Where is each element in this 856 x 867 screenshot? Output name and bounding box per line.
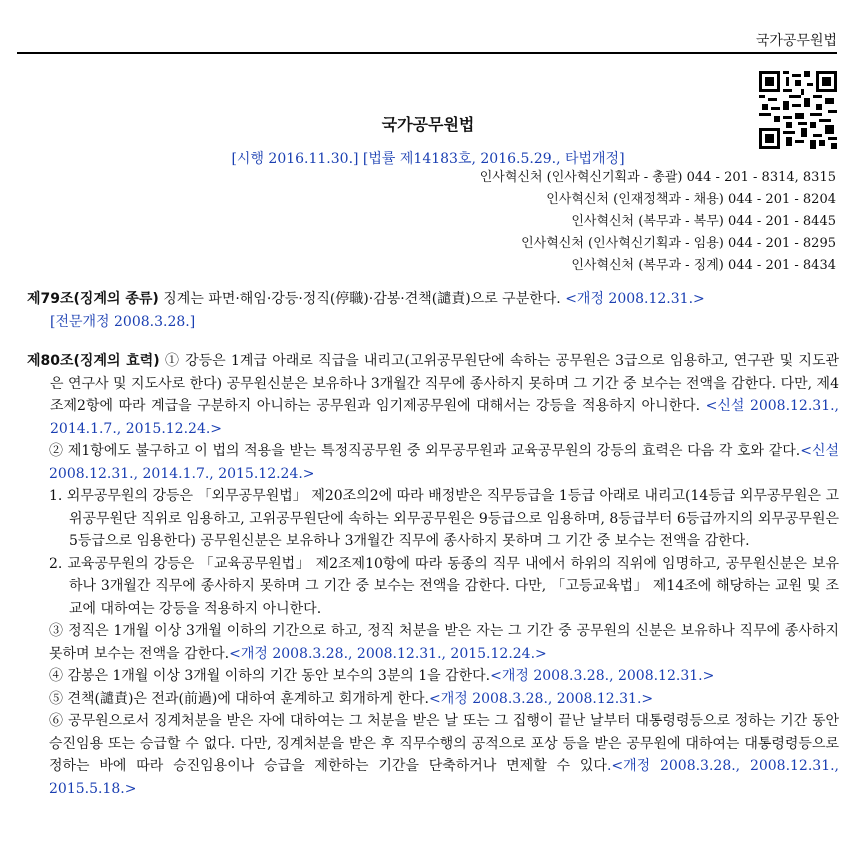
law-title: 국가공무원법 — [381, 115, 475, 134]
paragraph-text: ⑤ 견책(譴責)은 전과(前過)에 대하여 훈계하고 회개하게 한다. — [49, 690, 429, 707]
article-80-item-1: 1. 외무공무원의 강등은 「외무공무원법」 제20조의2에 따라 배정받은 직무등급을 1등급 아래로 내리고(14등급 외무공무원은 고위공무원단 직위로 임용하고, 고위공무원단에 속하는 외무공무원은 9등급으로 임용하며, 8등급부터 6등급까지의 외무공무원은 5등급으로 임용한다) 공무원신분은 보유하나 3개월간 직무에 종사하지 못하며 그 기간 중 보수는 전액을 감한다. — [49, 488, 839, 549]
header-rule — [17, 52, 837, 54]
contact-line: 인사혁신처 (복무과 - 복무) 044 - 201 - 8445 — [571, 214, 836, 229]
article-80-item-2: 2. 교육공무원의 강등은 「교육공무원법」 제2조제10항에 따라 동종의 직무 내에서 하위의 직위에 임명하고, 공무원신분은 보유하나 3개월간 직무에 종사하지 못하며 그 기간 중 보수는 전액을 감한다. 다만, 「고등교육법」 제14조에 해당하는 교원 및 조교에 대하여는 강등을 적용하지 아니한다. — [49, 555, 839, 617]
article-79-text: 징계는 파면·해임·강등·정직(停職)·감봉·견책(譴責)으로 구분한다. — [158, 291, 566, 307]
qr-code-icon — [759, 71, 837, 149]
paragraph-text: ② 제1항에도 불구하고 이 법의 적용을 받는 특정직공무원 중 외무공무원과 교육공무원의 강등의 효력은 다음 각 호와 같다. — [49, 443, 801, 459]
article-80-paragraph-4 — [27, 665, 839, 688]
paragraph-amend-link[interactable]: <개정 2008.3.28., 2008.12.31.> — [428, 690, 654, 707]
running-title: 국가공무원법 — [755, 33, 837, 49]
contact-line: 인사혁신처 (복무과 - 징계) 044 - 201 - 8434 — [571, 258, 836, 273]
article-79 — [27, 288, 856, 333]
paragraph-amend-link[interactable]: .<개정 2008.3.28., 2008.12.31., 2015.5.18.> — [49, 758, 839, 797]
contact-line: 인사혁신처 (인재정책과 - 채용) 044 - 201 - 8204 — [546, 192, 836, 207]
article-80-paragraph-5 — [27, 688, 839, 711]
article-80-paragraph-6 — [27, 710, 839, 800]
article-80-paragraph-1 — [27, 350, 839, 440]
paragraph-text: ④ 감봉은 1개월 이상 3개월 이하의 기간 동안 보수의 3분의 1을 감한다. — [49, 668, 491, 684]
article-80-paragraph-2 — [27, 440, 839, 485]
article-80-heading: 제80조(징계의 효력) — [27, 353, 160, 369]
enforcement-info: [시행 2016.11.30.] [법률 제14183호, 2016.5.29., 타법개정] — [231, 151, 625, 167]
paragraph-amend-link[interactable]: <신설 2008.12.31., 2014.1.7., 2015.12.24.> — [50, 398, 839, 437]
paragraph-amend-link[interactable]: <개정 2008.3.28., 2008.12.31.> — [490, 668, 715, 684]
contact-line: 인사혁신처 (인사혁신기획과 - 임용) 044 - 201 - 8295 — [521, 236, 836, 251]
article-80-paragraph-3 — [27, 620, 839, 665]
paragraph-amend-link[interactable]: <신설 2008.12.31., 2014.1.7., 2015.12.24.> — [49, 443, 839, 482]
paragraph-text: ⑥ 공무원으로서 징계처분을 받은 자에 대하여는 그 처분을 받은 날 또는 그 집행이 끝난 날부터 대통령령등으로 정하는 기간 동안 승진임용 또는 승급할 수 없다. 다만, 징계처분을 받은 후 직무수행의 공적으로 포상 등을 받은 공무원에 대하여는 대통령령등으로 정하는 바에 따라 승진임용이나 승급을 제한하는 기간을 단축하거나 면제할 수 있다 — [49, 713, 839, 774]
article-79-amend-link[interactable]: <개정 2008.12.31.> — [565, 291, 705, 307]
contact-list — [480, 167, 836, 277]
article-79-heading: 제79조(징계의 종류) — [27, 291, 159, 307]
contact-line: 인사혁신처 (인사혁신기획과 - 총괄) 044 - 201 - 8314, 8315 — [479, 170, 836, 185]
paragraph-amend-link[interactable]: <개정 2008.3.28., 2008.12.31., 2015.12.24.> — [229, 645, 547, 662]
article-79-full-amend-link[interactable]: [전문개정 2008.3.28.] — [50, 313, 196, 330]
article-80 — [27, 350, 839, 800]
paragraph-text: ① 강등은 1계급 아래로 직급을 내리고(고위공무원단에 속하는 공무원은 3급으로 임용하고, 연구관 및 지도관은 연구사 및 지도사로 한다) 공무원신분은 보유하나 3개월간 직무에 종사하지 못하며 그 기간 중 보수는 전액을 감한다. 다만, 제4조제2항에 따라 계급을 구분하지 아니하는 공무원과 임기제공무원에 대해서는 강등을 적용하지 아니한다. — [50, 353, 839, 414]
paragraph-text: ③ 정직은 1개월 이상 3개월 이하의 기간으로 하고, 정직 처분을 받은 자는 그 기간 중 공무원의 신분은 보유하나 직무에 종사하지 못하며 보수는 전액을 감한다. — [49, 623, 839, 662]
